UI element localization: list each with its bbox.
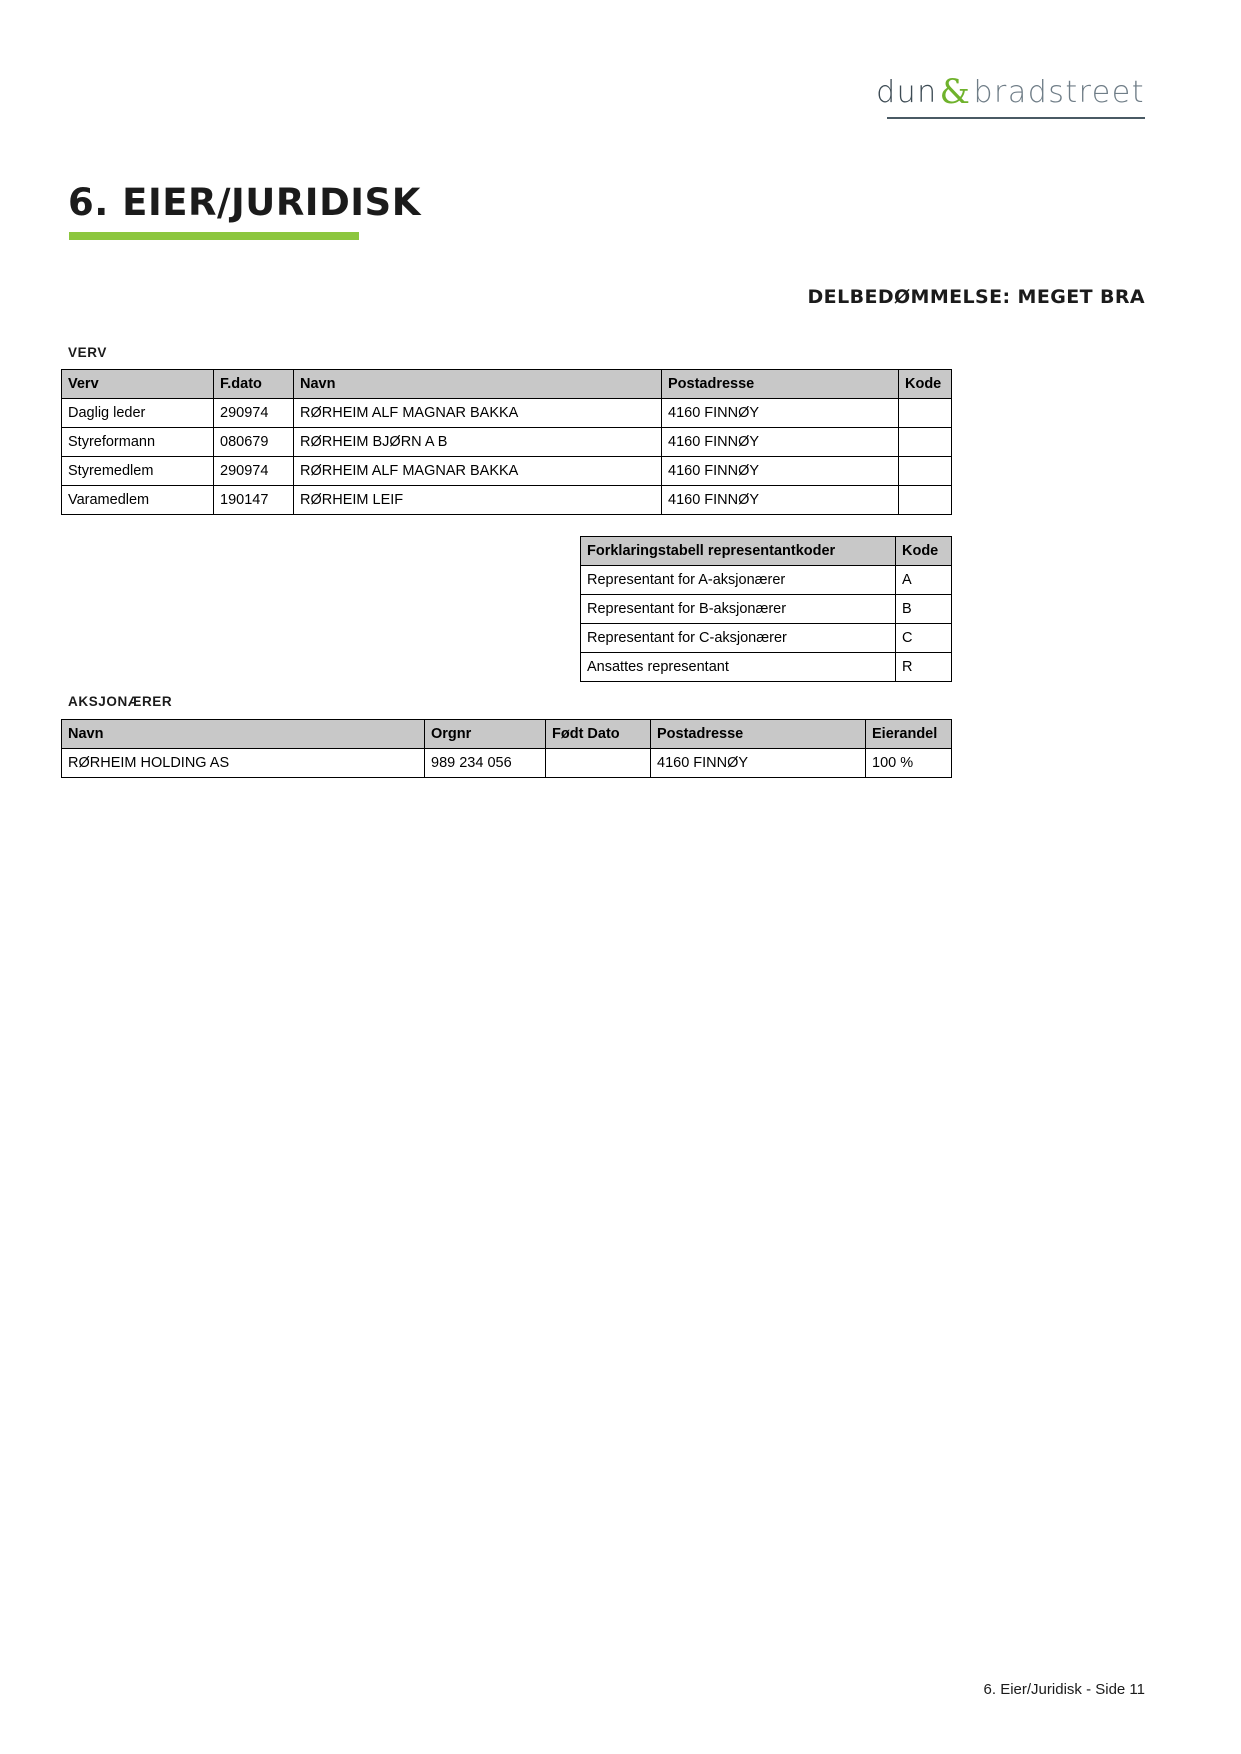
table-row	[62, 457, 952, 486]
cell-navn: RØRHEIM ALF MAGNAR BAKKA	[294, 399, 662, 428]
column-header-verv: Verv	[62, 370, 214, 399]
cell-kode: A	[896, 566, 952, 595]
cell-kode: B	[896, 595, 952, 624]
cell-postadresse: 4160 FINNØY	[662, 428, 899, 457]
cell-beskrivelse: Representant for B-aksjonærer	[581, 595, 896, 624]
cell-postadresse: 4160 FINNØY	[662, 457, 899, 486]
table-row	[62, 749, 952, 778]
cell-verv: Styreformann	[62, 428, 214, 457]
logo-underline	[887, 117, 1145, 119]
title-underline-accent	[69, 232, 359, 240]
dun-bradstreet-logo	[876, 72, 1145, 112]
cell-verv: Daglig leder	[62, 399, 214, 428]
cell-navn: RØRHEIM ALF MAGNAR BAKKA	[294, 457, 662, 486]
table-row	[581, 624, 952, 653]
cell-eierandel: 100 %	[866, 749, 952, 778]
logo-ampersand: &	[939, 72, 972, 112]
cell-beskrivelse: Representant for A-aksjonærer	[581, 566, 896, 595]
cell-kode	[899, 486, 952, 515]
page-title: 6. EIER/JURIDISK	[68, 181, 421, 224]
aksjonarer-table	[61, 719, 952, 778]
column-header-fdato: F.dato	[214, 370, 294, 399]
section-label-aksjonarer: AKSJONÆRER	[68, 694, 173, 709]
table-header-row	[62, 720, 952, 749]
table-row	[62, 399, 952, 428]
cell-postadresse: 4160 FINNØY	[662, 486, 899, 515]
column-header-kode: Kode	[899, 370, 952, 399]
cell-navn: RØRHEIM BJØRN A B	[294, 428, 662, 457]
cell-verv: Varamedlem	[62, 486, 214, 515]
column-header-navn: Navn	[294, 370, 662, 399]
cell-fdato: 190147	[214, 486, 294, 515]
column-header-navn: Navn	[62, 720, 425, 749]
page-footer: 6. Eier/Juridisk - Side 11	[983, 1681, 1145, 1698]
cell-beskrivelse: Ansattes representant	[581, 653, 896, 682]
cell-fdato: 290974	[214, 457, 294, 486]
cell-postadresse: 4160 FINNØY	[662, 399, 899, 428]
section-label-verv: VERV	[68, 345, 107, 360]
cell-postadresse: 4160 FINNØY	[651, 749, 866, 778]
cell-fdato: 080679	[214, 428, 294, 457]
table-header-row	[581, 537, 952, 566]
table-row	[581, 595, 952, 624]
column-header-postadresse: Postadresse	[662, 370, 899, 399]
table-row	[581, 566, 952, 595]
cell-kode	[899, 399, 952, 428]
cell-kode: R	[896, 653, 952, 682]
logo-text-bradstreet: bradstreet	[973, 74, 1145, 110]
verv-table	[61, 369, 952, 515]
table-row	[62, 428, 952, 457]
cell-kode	[899, 428, 952, 457]
table-header-row	[62, 370, 952, 399]
column-header-orgnr: Orgnr	[425, 720, 546, 749]
table-row	[581, 653, 952, 682]
table-row	[62, 486, 952, 515]
cell-fdato: 290974	[214, 399, 294, 428]
column-header-kode: Kode	[896, 537, 952, 566]
logo-text-dun: dun	[876, 74, 938, 110]
sub-assessment-label: DELBEDØMMELSE: MEGET BRA	[807, 286, 1145, 308]
representantkoder-table	[580, 536, 952, 682]
cell-beskrivelse: Representant for C-aksjonærer	[581, 624, 896, 653]
column-header-postadresse: Postadresse	[651, 720, 866, 749]
cell-kode	[899, 457, 952, 486]
cell-orgnr: 989 234 056	[425, 749, 546, 778]
cell-kode: C	[896, 624, 952, 653]
cell-verv: Styremedlem	[62, 457, 214, 486]
cell-navn: RØRHEIM LEIF	[294, 486, 662, 515]
column-header-eierandel: Eierandel	[866, 720, 952, 749]
column-header-fodt-dato: Født Dato	[546, 720, 651, 749]
cell-fodt-dato	[546, 749, 651, 778]
column-header-forklaringstabell: Forklaringstabell representantkoder	[581, 537, 896, 566]
cell-navn: RØRHEIM HOLDING AS	[62, 749, 425, 778]
